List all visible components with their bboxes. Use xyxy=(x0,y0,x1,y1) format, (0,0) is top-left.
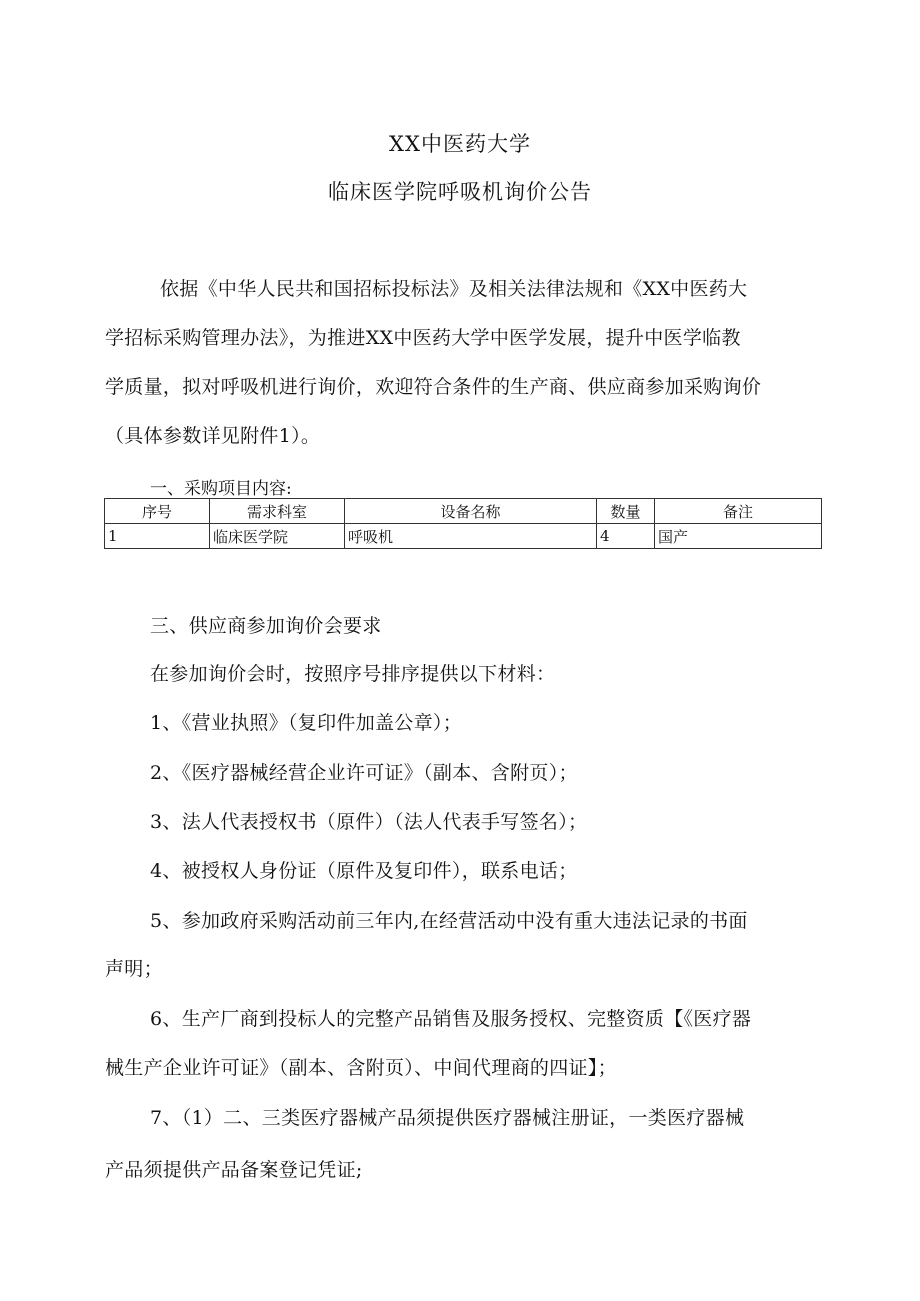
col-header-remarks: 备注 xyxy=(655,499,822,524)
cell-number: 1 xyxy=(105,524,210,549)
requirement-item-7-cont: 产品须提供产品备案登记凭证; xyxy=(105,1159,363,1181)
table-header-row xyxy=(105,499,822,524)
section-requirements-heading: 三、供应商参加询价会要求 xyxy=(150,615,382,637)
intro-line-1: 依据《中华人民共和国招标投标法》及相关法律法规和《XX中医药大 xyxy=(160,278,748,300)
col-header-equipment: 设备名称 xyxy=(345,499,597,524)
cell-remarks: 国产 xyxy=(655,524,822,549)
intro-line-3: 学质量，拟对呼吸机进行询价，欢迎符合条件的生产商、供应商参加采购询价 xyxy=(105,376,762,398)
intro-line-4: （具体参数详见附件1）。 xyxy=(105,425,321,447)
col-header-quantity: 数量 xyxy=(597,499,655,524)
table-row xyxy=(105,524,822,549)
cell-equipment: 呼吸机 xyxy=(345,524,597,549)
col-header-department: 需求科室 xyxy=(210,499,345,524)
col-header-number: 序号 xyxy=(105,499,210,524)
requirements-lead: 在参加询价会时，按照序号排序提供以下材料： xyxy=(150,663,556,685)
title-announcement: 临床医学院呼吸机询价公告 xyxy=(328,180,592,204)
title-university: XX中医药大学 xyxy=(389,132,531,156)
requirement-item-4: 4、被授权人身份证（原件及复印件），联系电话； xyxy=(150,860,578,882)
requirement-item-3: 3、法人代表授权书（原件）（法人代表手写签名）； xyxy=(150,811,588,833)
requirement-item-5: 5、参加政府采购活动前三年内,在经营活动中没有重大违法记录的书面 xyxy=(150,910,748,932)
requirement-item-6-cont: 械生产企业许可证》（副本、含附页）、中间代理商的四证】； xyxy=(105,1057,617,1079)
requirement-item-1: 1、《营业执照》（复印件加盖公章）； xyxy=(150,712,462,734)
requirement-item-7: 7、（1）二、三类医疗器械产品须提供医疗器械注册证，一类医疗器械 xyxy=(150,1107,745,1129)
cell-quantity: 4 xyxy=(597,524,655,549)
section-procurement-heading: 一、采购项目内容: xyxy=(150,479,292,499)
requirement-item-5-cont: 声明； xyxy=(105,958,163,980)
requirement-item-2: 2、《医疗器械经营企业许可证》（副本、含附页）； xyxy=(150,762,578,784)
cell-department: 临床医学院 xyxy=(210,524,345,549)
requirement-item-6: 6、生产厂商到投标人的完整产品销售及服务授权、完整资质【《医疗器 xyxy=(150,1008,752,1030)
intro-line-2: 学招标采购管理办法》，为推进XX中医药大学中医学发展，提升中医学临教 xyxy=(105,327,741,349)
procurement-table xyxy=(104,498,822,549)
